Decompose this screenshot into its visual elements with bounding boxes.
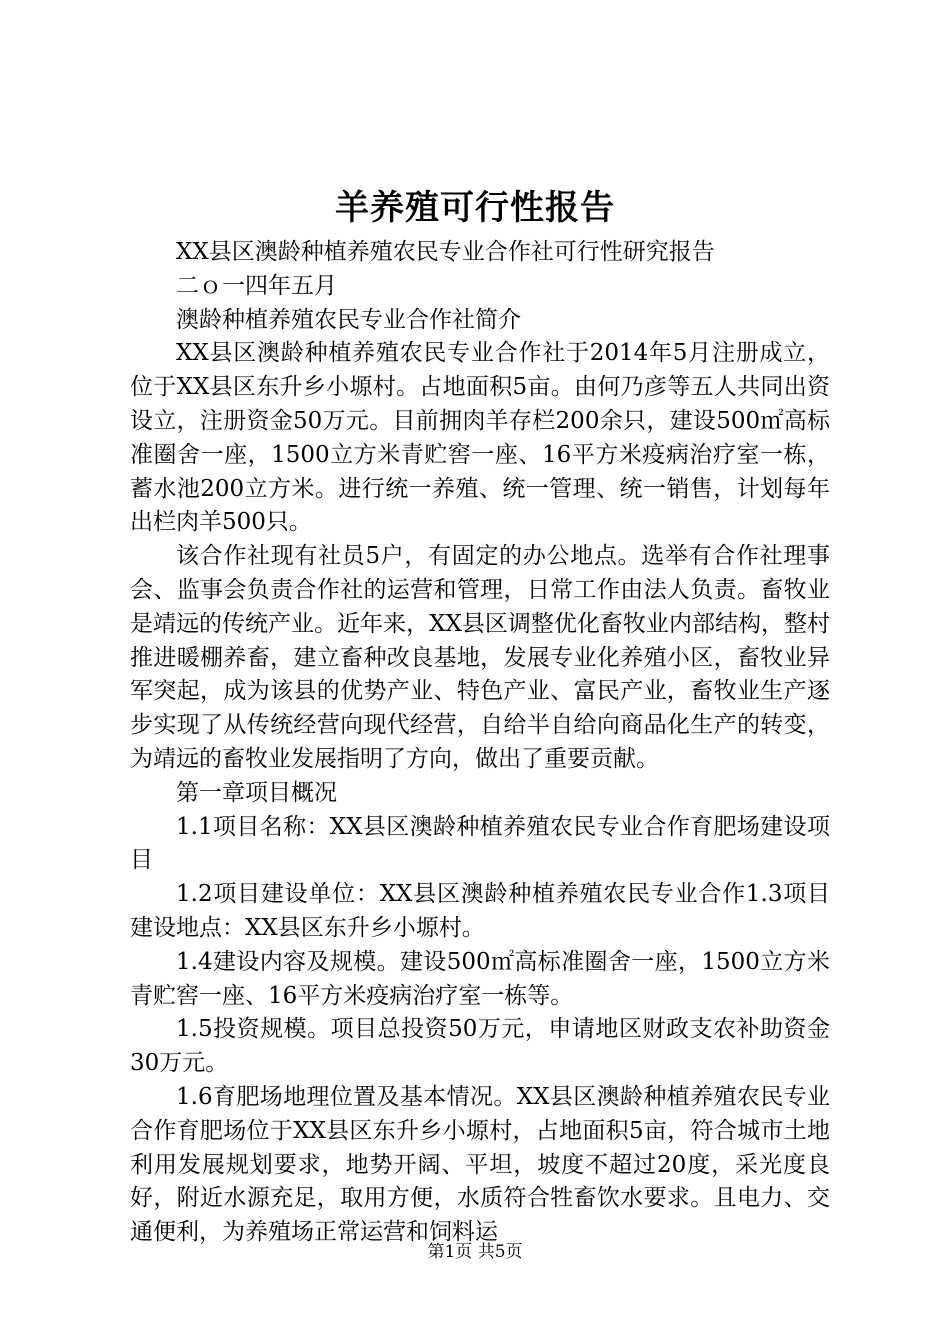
page-footer: 第1页 共5页 <box>427 1242 523 1262</box>
report-date: 二ｏ一四年五月 <box>176 272 337 299</box>
document-body <box>130 236 830 1250</box>
item-1-4: 1.4建设内容及规模。建设500㎡高标准圈舍一座，1500立方米青贮窖一座、16平方米疫病治疗室一栋等。 <box>130 948 830 1009</box>
report-subtitle: XX县区澳龄种植养殖农民专业合作社可行性研究报告 <box>176 239 715 265</box>
paragraph-members: 该合作社现有社员5户，有固定的办公地点。选举有合作社理事会、监事会负责合作社的运营和管理，日常工作由法人负责。畜牧业是靖远的传统产业。近年来，XX县区调整优化畜牧业内部结构，整村推进暖棚养畜，建立畜种改良基地，发展专业化养殖小区，畜牧业异军突起，成为该县的优势产业、特色产业、富民产业，畜牧业生产逐步实现了从传统经营向现代经营，自给半自给向商品化生产的转变，为靖远的畜牧业发展指明了方向，做出了重要贡献。 <box>130 543 830 772</box>
item-1-2: 1.2项目建设单位：XX县区澳龄种植养殖农民专业合作1.3项目建设地点：XX县区东升乡小塬村。 <box>130 881 830 941</box>
chapter-heading: 第一章项目概况 <box>176 779 337 806</box>
item-1-6: 1.6育肥场地理位置及基本情况。XX县区澳龄种植养殖农民专业合作育肥场位于XX县区东升乡小塬村，占地面积5亩，符合城市土地利用发展规划要求，地势开阔、平坦，坡度不超过20度，采光度良好，附近水源充足，取用方便，水质符合牲畜饮水要求。且电力、交通便利，为养殖场正常运营和饲料运 <box>130 1083 830 1246</box>
item-1-5: 1.5投资规模。项目总投资50万元，申请地区财政支农补助资金30万元。 <box>130 1016 830 1077</box>
section-heading-intro: 澳龄种植养殖农民专业合作社简介 <box>176 306 521 333</box>
paragraph-intro: XX县区澳龄种植养殖农民专业合作社于2014年5月注册成立，位于XX县区东升乡小塬村。占地面积5亩。由何乃彦等五人共同出资设立，注册资金50万元。目前拥肉羊存栏200余只，建设500㎡高标准圈舍一座，1500立方米青贮窖一座、16平方米疫病治疗室一栋，蓄水池200立方米。进行统一养殖、统一管理、统一销售，计划每年出栏肉羊500只。 <box>130 340 830 536</box>
document-title: 羊养殖可行性报告 <box>335 188 615 228</box>
item-1-1: 1.1项目名称：XX县区澳龄种植养殖农民专业合作育肥场建设项目 <box>130 813 830 874</box>
